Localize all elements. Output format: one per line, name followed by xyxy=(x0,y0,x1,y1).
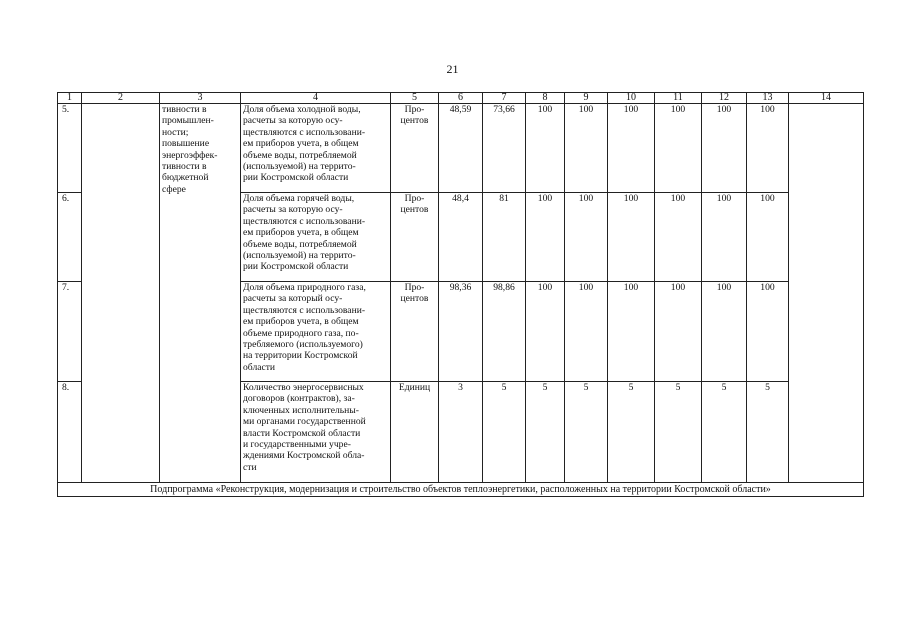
description-line: (используемой) на террито- xyxy=(243,161,356,173)
column-header: 13 xyxy=(747,93,789,104)
value-cell: 48,59 xyxy=(439,104,483,193)
value-cell: 48,4 xyxy=(439,193,483,282)
description-line: ем приборов учета, в общем xyxy=(243,227,359,239)
indicator-description xyxy=(241,104,391,193)
value-cell: 100 xyxy=(655,104,702,193)
description-line: Доля объема холодной воды, xyxy=(243,104,361,115)
column-header: 4 xyxy=(241,93,391,104)
unit-line: центов xyxy=(400,204,429,216)
description-line: требляемого (используемого) xyxy=(243,339,363,351)
description-line: расчеты за которую осу- xyxy=(243,115,343,127)
description-line: рии Костромской области xyxy=(243,261,349,273)
value-cell: 100 xyxy=(526,282,565,382)
column-header: 8 xyxy=(526,93,565,104)
value-cell: 5 xyxy=(526,382,565,483)
description-line: объеме природного газа, по- xyxy=(243,327,359,339)
unit-cell xyxy=(391,193,439,282)
row-number: 7. xyxy=(58,282,82,382)
unit-line: центов xyxy=(400,293,429,305)
description-line: Доля объема горячей воды, xyxy=(243,193,355,204)
topic-line: промышлен- xyxy=(162,115,214,127)
description-line: сти xyxy=(243,461,257,473)
value-cell: 100 xyxy=(702,193,747,282)
value-cell: 5 xyxy=(702,382,747,483)
value-cell: 5 xyxy=(608,382,655,483)
topic-cell xyxy=(160,104,241,483)
description-line: (используемой) на террито- xyxy=(243,250,356,262)
description-line: договоров (контрактов), за- xyxy=(243,393,355,405)
description-line: и государственными учре- xyxy=(243,439,351,451)
description-line: ми органами государственной xyxy=(243,416,366,428)
column-header: 10 xyxy=(608,93,655,104)
column-header: 2 xyxy=(82,93,160,104)
column-header: 9 xyxy=(565,93,608,104)
description-line: на территории Костромской xyxy=(243,350,358,362)
subprogram-row xyxy=(58,483,864,497)
value-cell: 3 xyxy=(439,382,483,483)
column-header: 12 xyxy=(702,93,747,104)
unit-line: Про- xyxy=(404,193,425,204)
description-line: области xyxy=(243,361,276,373)
description-line: власти Костромской области xyxy=(243,427,361,439)
description-line: объеме воды, потребляемой xyxy=(243,238,357,250)
subprogram-title: Подпрограмма «Реконструкция, модернизация и строительство объектов теплоэнергетики, расположенных на территории Костромской области» xyxy=(58,483,864,497)
value-cell: 100 xyxy=(702,282,747,382)
description-line: Количество энергосервисных xyxy=(243,382,364,393)
value-cell: 100 xyxy=(608,282,655,382)
value-cell: 100 xyxy=(655,282,702,382)
value-cell: 100 xyxy=(526,193,565,282)
row-number: 5. xyxy=(58,104,82,193)
value-cell: 100 xyxy=(608,193,655,282)
description-line: ем приборов учета, в общем xyxy=(243,138,359,150)
unit-line: Единиц xyxy=(398,382,431,393)
unit-line: Про- xyxy=(404,104,425,115)
value-cell: 100 xyxy=(747,282,789,382)
column-header: 7 xyxy=(483,93,526,104)
unit-cell xyxy=(391,382,439,483)
value-cell: 5 xyxy=(483,382,526,483)
description-line: расчеты за которую осу- xyxy=(243,204,343,216)
description-line: ществляются с использовани- xyxy=(243,215,366,227)
topic-line: энергоэффек- xyxy=(162,149,218,161)
indicator-description xyxy=(241,282,391,382)
topic-line: сфере xyxy=(162,183,186,195)
description-line: расчеты за который осу- xyxy=(243,293,343,305)
value-cell: 81 xyxy=(483,193,526,282)
value-cell: 100 xyxy=(565,193,608,282)
column-header: 1 xyxy=(58,93,82,104)
page-number: 21 xyxy=(446,62,459,76)
description-line: ществляются с использовани- xyxy=(243,126,366,138)
empty-cell-col2 xyxy=(82,104,160,483)
description-line: ждениями Костромской обла- xyxy=(243,450,365,462)
column-header: 3 xyxy=(160,93,241,104)
value-cell: 100 xyxy=(565,282,608,382)
value-cell: 5 xyxy=(655,382,702,483)
topic-line: тивности в xyxy=(162,161,207,173)
description-line: ществляются с использовани- xyxy=(243,304,366,316)
value-cell: 100 xyxy=(702,104,747,193)
topic-line: бюджетной xyxy=(162,172,209,184)
description-line: ключенных исполнительны- xyxy=(243,404,359,416)
column-header: 14 xyxy=(789,93,864,104)
unit-line: Про- xyxy=(404,282,425,293)
value-cell: 73,66 xyxy=(483,104,526,193)
column-header: 5 xyxy=(391,93,439,104)
value-cell: 100 xyxy=(565,104,608,193)
indicator-description xyxy=(241,193,391,282)
value-cell: 100 xyxy=(655,193,702,282)
unit-cell xyxy=(391,104,439,193)
description-line: рии Костромской области xyxy=(243,172,349,184)
unit-line: центов xyxy=(400,115,429,127)
value-cell: 100 xyxy=(747,193,789,282)
value-cell: 5 xyxy=(565,382,608,483)
topic-line: повышение xyxy=(162,138,210,150)
value-cell: 98,36 xyxy=(439,282,483,382)
value-cell: 100 xyxy=(747,104,789,193)
indicator-table xyxy=(57,92,864,497)
unit-cell xyxy=(391,282,439,382)
table-header-row xyxy=(58,93,864,104)
row-number: 6. xyxy=(58,193,82,282)
value-cell: 5 xyxy=(747,382,789,483)
description-line: ем приборов учета, в общем xyxy=(243,316,359,328)
description-line: Доля объема природного газа, xyxy=(243,282,366,293)
row-number: 8. xyxy=(58,382,82,483)
empty-cell-col14 xyxy=(789,104,864,483)
value-cell: 100 xyxy=(526,104,565,193)
value-cell: 98,86 xyxy=(483,282,526,382)
column-header: 6 xyxy=(439,93,483,104)
topic-line: тивности в xyxy=(162,104,207,115)
value-cell: 100 xyxy=(608,104,655,193)
topic-line: ности; xyxy=(162,126,189,138)
description-line: объеме воды, потребляемой xyxy=(243,149,357,161)
indicator-description xyxy=(241,382,391,483)
table-row xyxy=(58,104,864,193)
column-header: 11 xyxy=(655,93,702,104)
